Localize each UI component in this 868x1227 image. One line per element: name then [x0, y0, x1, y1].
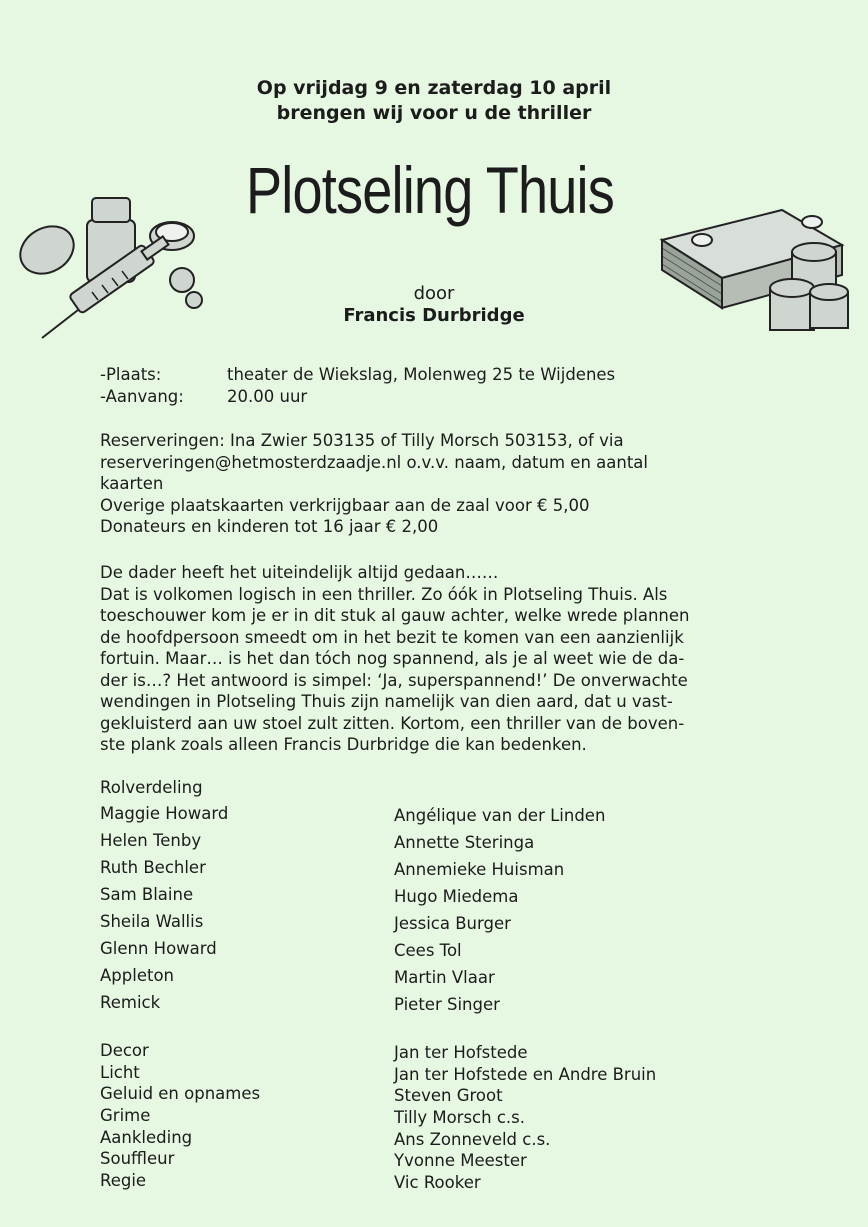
crew-role: Grime: [100, 1106, 151, 1126]
reservation-line: Overige plaatskaarten verkrijgbaar aan de zaal voor € 5,00: [100, 495, 590, 515]
cast-actor: Annette Steringa: [394, 833, 535, 852]
crew-name: Steven Groot: [394, 1086, 503, 1106]
play-title: Plotseling Thuis: [246, 153, 614, 227]
cast-role: Appleton: [100, 966, 174, 985]
crew-name: Yvonne Meester: [394, 1151, 527, 1171]
crew-name: Tilly Morsch c.s.: [394, 1108, 525, 1128]
crew-name: Jan ter Hofstede: [394, 1043, 528, 1062]
cast-actors: [394, 802, 605, 1018]
description-line: ste plank zoals alleen Francis Durbridge die kan bedenken.: [100, 735, 587, 754]
description-line: der is…? Het antwoord is simpel: ‘Ja, superspannend!’ De onverwachte: [100, 670, 688, 690]
description-line: gekluisterd aan uw stoel zult zitten. Kortom, een thriller van de boven-: [100, 713, 685, 733]
crew-names: [394, 1042, 656, 1194]
cast-roles: [100, 800, 228, 1016]
crew-role: Aankleding: [100, 1127, 193, 1147]
crew-role: Geluid en opnames: [100, 1084, 261, 1104]
cast-actor: Jessica Burger: [394, 914, 511, 933]
place-value: theater de Wiekslag, Molenweg 25 te Wijdenes: [227, 365, 616, 384]
reservation-line: Reserveringen: Ina Zwier 503135 of Tilly Morsch 503153, of via: [100, 431, 624, 450]
cast-role: Sam Blaine: [100, 885, 194, 904]
cast-actor: Martin Vlaar: [394, 968, 495, 987]
cast-heading: Rolverdeling: [100, 778, 203, 797]
byline-author: Francis Durbridge: [343, 305, 525, 326]
reservation-line: kaarten: [100, 474, 164, 493]
crew-role: Regie: [100, 1171, 147, 1191]
description-line: De dader heeft het uiteindelijk altijd gedaan……: [100, 563, 499, 582]
description-block: [100, 562, 689, 756]
reservations-block: [100, 430, 648, 538]
crew-name: Jan ter Hofstede en Andre Bruin: [394, 1064, 657, 1084]
cast-role: Remick: [100, 993, 161, 1012]
cast-role: Helen Tenby: [100, 831, 202, 850]
reservation-line: Donateurs en kinderen tot 16 jaar € 2,00: [100, 517, 439, 536]
description-line: toeschouwer kom je er in dit stuk al gauw achter, welke wrede plannen: [100, 606, 690, 625]
description-line: Dat is volkomen logisch in een thriller. Zo óók in Plotseling Thuis. Als: [100, 584, 668, 604]
description-line: wendingen in Plotseling Thuis zijn namelijk van dien aard, dat u vast-: [100, 692, 673, 711]
cast-actor: Pieter Singer: [394, 995, 500, 1014]
cast-actor: Hugo Miedema: [394, 887, 519, 906]
start-label: -Aanvang:: [100, 387, 184, 406]
header-line-2: brengen wij voor u de thriller: [276, 102, 592, 124]
crew-role: Decor: [100, 1041, 149, 1060]
cast-role: Glenn Howard: [100, 939, 217, 958]
crew-name: Ans Zonneveld c.s.: [394, 1129, 551, 1149]
cast-role: Sheila Wallis: [100, 912, 204, 931]
place-label: -Plaats:: [100, 365, 162, 384]
crew-roles: [100, 1040, 260, 1192]
crew-role: Souffleur: [100, 1149, 175, 1169]
cast-actor: Annemieke Huisman: [394, 860, 565, 879]
description-line: de hoofdpersoon smeedt om in het bezit te komen van een aanzienlijk: [100, 627, 684, 647]
header-line-1: Op vrijdag 9 en zaterdag 10 april: [256, 77, 612, 99]
cast-actor: Angélique van der Linden: [394, 806, 606, 825]
cast-role: Ruth Bechler: [100, 858, 206, 877]
start-value: 20.00 uur: [227, 387, 308, 406]
cast-role: Maggie Howard: [100, 804, 229, 823]
reservation-line: reserveringen@hetmosterdzaadje.nl o.v.v. naam, datum en aantal: [100, 452, 649, 472]
crew-name: Vic Rooker: [394, 1173, 481, 1193]
byline-door: door: [413, 283, 455, 304]
description-line: fortuin. Maar… is het dan tóch nog spannend, als je al weet wie de da-: [100, 649, 685, 668]
cast-actor: Cees Tol: [394, 941, 462, 960]
crew-role: Licht: [100, 1062, 140, 1082]
